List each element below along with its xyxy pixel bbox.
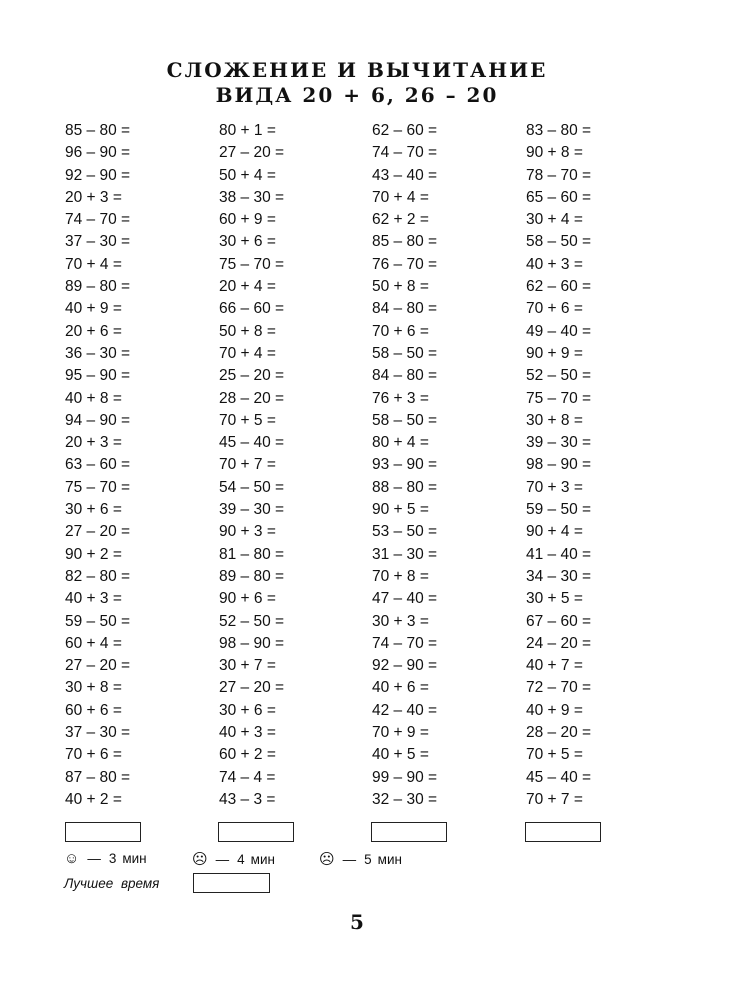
exercise: 98 – 90 = [219, 634, 285, 652]
exercise: 40 + 3 = [65, 590, 122, 608]
exercise: 70 + 6 = [372, 322, 429, 340]
legend-item-4-min [192, 850, 275, 868]
exercise: 70 + 3 = [526, 478, 583, 496]
exercise: 40 + 3 = [526, 255, 583, 273]
exercise: 40 + 8 = [65, 389, 122, 407]
exercise: 52 – 50 = [219, 612, 285, 630]
exercise: 28 – 20 = [526, 724, 592, 742]
exercise: 27 – 20 = [65, 657, 131, 675]
legend-time: 5 [364, 852, 372, 867]
time-box-column-1[interactable] [65, 822, 141, 842]
exercise: 30 + 7 = [219, 657, 276, 675]
exercise: 89 – 80 = [219, 567, 285, 585]
best-time-box[interactable] [193, 873, 270, 893]
exercise: 80 + 4 = [372, 434, 429, 452]
exercise: 96 – 90 = [65, 144, 131, 162]
exercise-column-3 [372, 120, 437, 811]
exercise: 70 + 4 = [372, 188, 429, 206]
exercise: 20 + 3 = [65, 434, 122, 452]
exercise: 30 + 3 = [372, 612, 429, 630]
page-title-line-1: СЛОЖЕНИЕ И ВЫЧИТАНИЕ [166, 58, 548, 82]
exercise: 42 – 40 = [372, 701, 438, 719]
exercise: 90 + 6 = [219, 590, 276, 608]
exercise: 50 + 8 = [219, 322, 276, 340]
exercise: 43 – 40 = [372, 166, 438, 184]
exercise: 25 – 20 = [219, 367, 285, 385]
legend-item-3-min [64, 850, 147, 867]
exercise: 32 – 30 = [372, 790, 438, 808]
neutral-face-icon: ☹ [192, 851, 208, 868]
best-time-label: Лучшее время [64, 876, 160, 891]
exercise: 30 + 8 = [526, 411, 583, 429]
exercise: 81 – 80 = [219, 545, 285, 563]
exercise-column-1 [65, 120, 130, 811]
exercise: 41 – 40 = [526, 545, 592, 563]
time-box-column-4[interactable] [525, 822, 601, 842]
exercise: 78 – 70 = [526, 166, 592, 184]
exercise-column-4 [526, 120, 591, 811]
exercise: 66 – 60 = [219, 300, 285, 318]
exercise: 39 – 30 = [526, 434, 592, 452]
exercise: 52 – 50 = [526, 367, 592, 385]
exercise: 70 + 4 = [219, 344, 276, 362]
exercise: 40 + 3 = [219, 724, 276, 742]
exercise: 70 + 9 = [372, 724, 429, 742]
exercise: 84 – 80 = [372, 300, 438, 318]
exercise: 74 – 70 = [372, 634, 438, 652]
exercise: 63 – 60 = [65, 456, 131, 474]
exercise: 99 – 90 = [372, 768, 438, 786]
smile-icon: ☺ [64, 850, 80, 867]
exercise: 58 – 50 = [372, 411, 438, 429]
exercise: 98 – 90 = [526, 456, 592, 474]
exercise: 40 + 9 = [526, 701, 583, 719]
exercise: 90 + 9 = [526, 344, 583, 362]
exercise: 60 + 9 = [219, 211, 276, 229]
legend-unit: мин [377, 852, 402, 867]
exercise: 75 – 70 = [219, 255, 285, 273]
legend-dash: — [215, 852, 230, 867]
exercise: 70 + 5 = [219, 411, 276, 429]
exercise: 30 + 5 = [526, 590, 583, 608]
exercise: 20 + 6 = [65, 322, 122, 340]
exercise: 49 – 40 = [526, 322, 592, 340]
exercise: 95 – 90 = [65, 367, 131, 385]
exercise: 93 – 90 = [372, 456, 438, 474]
exercise: 60 + 4 = [65, 634, 122, 652]
exercise: 92 – 90 = [372, 657, 438, 675]
exercise: 34 – 30 = [526, 567, 592, 585]
exercise: 70 + 6 = [526, 300, 583, 318]
exercise: 75 – 70 = [526, 389, 592, 407]
exercise: 31 – 30 = [372, 545, 438, 563]
page-title-line-2: ВИДА 20 + 6, 26 – 20 [215, 83, 499, 107]
legend-time: 3 [108, 851, 117, 866]
exercise: 74 – 4 = [219, 768, 276, 786]
exercise: 74 – 70 = [372, 144, 438, 162]
exercise: 53 – 50 = [372, 523, 438, 541]
exercise: 83 – 80 = [526, 122, 592, 139]
exercise: 59 – 50 = [526, 501, 592, 519]
exercise: 59 – 50 = [65, 612, 131, 630]
exercise: 67 – 60 = [526, 612, 592, 630]
exercise: 82 – 80 = [65, 567, 131, 585]
exercise: 60 + 6 = [65, 701, 122, 719]
exercise: 60 + 2 = [219, 746, 276, 764]
exercise: 58 – 50 = [526, 233, 592, 251]
exercise: 40 + 9 = [65, 300, 122, 318]
exercise: 50 + 4 = [219, 166, 276, 184]
exercise: 36 – 30 = [65, 344, 131, 362]
exercise: 76 + 3 = [372, 389, 429, 407]
exercise: 76 – 70 = [372, 255, 438, 273]
exercise: 90 + 2 = [65, 545, 122, 563]
exercise: 30 + 6 = [219, 701, 276, 719]
exercise: 43 – 3 = [219, 790, 276, 808]
legend-unit: мин [122, 851, 147, 866]
exercise: 70 + 4 = [65, 255, 122, 273]
exercise: 37 – 30 = [65, 233, 131, 251]
exercise: 20 + 3 = [65, 188, 122, 206]
exercise: 70 + 6 = [65, 746, 122, 764]
exercise: 58 – 50 = [372, 344, 438, 362]
exercise: 92 – 90 = [65, 166, 131, 184]
sad-face-icon: ☹ [319, 851, 335, 868]
exercise: 37 – 30 = [65, 724, 131, 742]
exercise: 75 – 70 = [65, 478, 131, 496]
exercise: 38 – 30 = [219, 188, 285, 206]
exercise: 39 – 30 = [219, 501, 285, 519]
time-box-column-2[interactable] [218, 822, 294, 842]
exercise: 62 – 60 = [372, 122, 438, 139]
exercise: 70 + 8 = [372, 567, 429, 585]
exercise: 90 + 3 = [219, 523, 276, 541]
exercise-column-2 [219, 120, 284, 811]
exercise: 90 + 4 = [526, 523, 583, 541]
exercise: 45 – 40 = [526, 768, 592, 786]
time-box-column-3[interactable] [371, 822, 447, 842]
exercise: 70 + 5 = [526, 746, 583, 764]
legend-dash: — [87, 851, 101, 866]
exercise: 54 – 50 = [219, 478, 285, 496]
exercise: 72 – 70 = [526, 679, 592, 697]
exercise: 70 + 7 = [526, 790, 583, 808]
exercise: 89 – 80 = [65, 278, 131, 296]
exercise: 40 + 6 = [372, 679, 429, 697]
exercise: 74 – 70 = [65, 211, 131, 229]
exercise: 27 – 20 = [219, 144, 285, 162]
exercise: 24 – 20 = [526, 634, 592, 652]
exercise: 28 – 20 = [219, 389, 285, 407]
exercise: 27 – 20 = [65, 523, 131, 541]
exercise: 45 – 40 = [219, 434, 285, 452]
legend-time: 4 [237, 852, 245, 867]
exercise: 30 + 6 = [65, 501, 122, 519]
exercise: 85 – 80 = [372, 233, 438, 251]
exercise: 88 – 80 = [372, 478, 438, 496]
exercise: 47 – 40 = [372, 590, 438, 608]
exercise: 90 + 8 = [526, 144, 583, 162]
exercise: 30 + 8 = [65, 679, 122, 697]
legend-unit: мин [250, 852, 275, 867]
exercise: 62 – 60 = [526, 278, 592, 296]
exercise: 80 + 1 = [219, 122, 276, 139]
exercise: 20 + 4 = [219, 278, 276, 296]
page-number: 5 [350, 910, 364, 934]
exercise: 50 + 8 = [372, 278, 429, 296]
exercise: 30 + 4 = [526, 211, 583, 229]
exercise: 40 + 2 = [65, 790, 122, 808]
exercise: 40 + 5 = [372, 746, 429, 764]
legend-item-5-min [319, 850, 402, 868]
exercise: 40 + 7 = [526, 657, 583, 675]
exercise: 90 + 5 = [372, 501, 429, 519]
exercise: 84 – 80 = [372, 367, 438, 385]
exercise: 87 – 80 = [65, 768, 131, 786]
legend-dash: — [342, 852, 357, 867]
exercise: 62 + 2 = [372, 211, 429, 229]
exercise: 85 – 80 = [65, 122, 131, 139]
exercise: 30 + 6 = [219, 233, 276, 251]
exercise: 27 – 20 = [219, 679, 285, 697]
exercise: 65 – 60 = [526, 188, 592, 206]
exercise: 94 – 90 = [65, 411, 131, 429]
exercise: 70 + 7 = [219, 456, 276, 474]
